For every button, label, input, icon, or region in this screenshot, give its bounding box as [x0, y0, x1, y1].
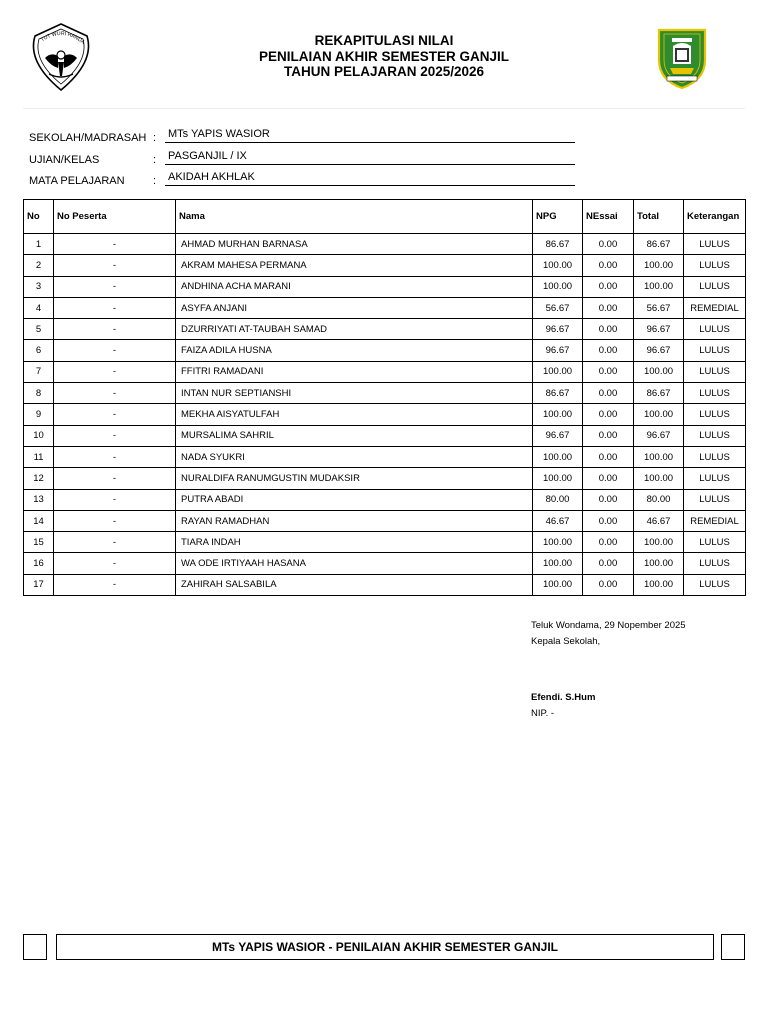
- cell-no: 10: [24, 425, 54, 446]
- header-divider: [23, 108, 745, 109]
- cell-npg: 100.00: [533, 532, 583, 553]
- table-row: [24, 234, 746, 255]
- cell-npg: 100.00: [533, 276, 583, 297]
- title-line-3: TAHUN PELAJARAN 2025/2026: [283, 64, 485, 79]
- table-header-row: [24, 200, 746, 234]
- table-row: [24, 276, 746, 297]
- signature-block: [531, 618, 731, 721]
- cell-no-peserta: -: [54, 510, 176, 531]
- cell-total: 100.00: [634, 276, 684, 297]
- cell-total: 46.67: [634, 510, 684, 531]
- cell-keterangan: LULUS: [684, 446, 746, 467]
- cell-npg: 86.67: [533, 383, 583, 404]
- cell-nessai: 0.00: [583, 404, 634, 425]
- table-row: [24, 468, 746, 489]
- cell-nessai: 0.00: [583, 383, 634, 404]
- colon: :: [153, 132, 157, 144]
- tut-wuri-handayani-logo: [25, 22, 97, 92]
- cell-keterangan: LULUS: [684, 468, 746, 489]
- cell-nama: FFITRI RAMADANI: [176, 361, 533, 382]
- exam-info: [29, 126, 589, 191]
- table-row: [24, 553, 746, 574]
- school-label: SEKOLAH/MADRASAH: [29, 132, 147, 144]
- cell-no: 17: [24, 574, 54, 595]
- table-row: [24, 340, 746, 361]
- cell-npg: 86.67: [533, 234, 583, 255]
- table-row: [24, 510, 746, 531]
- grade-table: [23, 199, 746, 596]
- cell-total: 56.67: [634, 297, 684, 318]
- table-row: [24, 255, 746, 276]
- table-row: [24, 361, 746, 382]
- table-row: [24, 446, 746, 467]
- cell-no-peserta: -: [54, 404, 176, 425]
- signer-name: Efendi. S.Hum: [531, 692, 596, 703]
- cell-total: 100.00: [634, 468, 684, 489]
- cell-total: 80.00: [634, 489, 684, 510]
- cell-total: 100.00: [634, 532, 684, 553]
- exam-label: UJIAN/KELAS: [29, 153, 100, 166]
- cell-no: 16: [24, 553, 54, 574]
- cell-keterangan: LULUS: [684, 319, 746, 340]
- cell-nessai: 0.00: [583, 446, 634, 467]
- cell-nama: NADA SYUKRI: [176, 446, 533, 467]
- cell-no-peserta: -: [54, 234, 176, 255]
- cell-no: 13: [24, 489, 54, 510]
- cell-nama: TIARA INDAH: [176, 532, 533, 553]
- cell-no: 15: [24, 532, 54, 553]
- table-row: [24, 574, 746, 595]
- exam-value: PASGANJIL / IX: [165, 150, 575, 165]
- cell-nama: NURALDIFA RANUMGUSTIN MUDAKSIR: [176, 468, 533, 489]
- cell-npg: 100.00: [533, 446, 583, 467]
- cell-keterangan: LULUS: [684, 553, 746, 574]
- document-header: [0, 0, 768, 110]
- cell-no-peserta: -: [54, 532, 176, 553]
- cell-no-peserta: -: [54, 340, 176, 361]
- colon: :: [153, 153, 157, 166]
- cell-npg: 100.00: [533, 553, 583, 574]
- cell-no: 7: [24, 361, 54, 382]
- table-row: [24, 383, 746, 404]
- cell-total: 96.67: [634, 425, 684, 446]
- cell-keterangan: LULUS: [684, 361, 746, 382]
- cell-total: 100.00: [634, 446, 684, 467]
- cell-npg: 96.67: [533, 425, 583, 446]
- cell-nama: MURSALIMA SAHRIL: [176, 425, 533, 446]
- school-row: [29, 126, 589, 148]
- column-header-npg: NPG: [533, 200, 583, 234]
- cell-nama: ZAHIRAH SALSABILA: [176, 574, 533, 595]
- cell-keterangan: LULUS: [684, 574, 746, 595]
- cell-npg: 80.00: [533, 489, 583, 510]
- cell-nessai: 0.00: [583, 361, 634, 382]
- column-header-no: No: [24, 200, 54, 234]
- cell-no-peserta: -: [54, 361, 176, 382]
- column-header-keterangan: Keterangan: [684, 200, 746, 234]
- cell-nama: PUTRA ABADI: [176, 489, 533, 510]
- cell-no: 2: [24, 255, 54, 276]
- cell-nessai: 0.00: [583, 553, 634, 574]
- cell-no-peserta: -: [54, 276, 176, 297]
- cell-npg: 56.67: [533, 297, 583, 318]
- cell-nama: MEKHA AISYATULFAH: [176, 404, 533, 425]
- cell-npg: 96.67: [533, 319, 583, 340]
- exam-row: [29, 148, 589, 170]
- cell-nessai: 0.00: [583, 255, 634, 276]
- title-line-2: PENILAIAN AKHIR SEMESTER GANJIL: [258, 48, 510, 64]
- cell-nama: ASYFA ANJANI: [176, 297, 533, 318]
- cell-no-peserta: -: [54, 319, 176, 340]
- cell-keterangan: REMEDIAL: [684, 510, 746, 531]
- cell-nama: ANDHINA ACHA MARANI: [176, 276, 533, 297]
- cell-npg: 100.00: [533, 404, 583, 425]
- cell-no-peserta: -: [54, 383, 176, 404]
- footer-left-box: [23, 934, 47, 960]
- subject-row: [29, 169, 589, 191]
- grade-table-body: [24, 234, 746, 596]
- cell-no-peserta: -: [54, 425, 176, 446]
- cell-keterangan: LULUS: [684, 255, 746, 276]
- regional-shield-logo: [655, 24, 709, 90]
- table-row: [24, 297, 746, 318]
- cell-no: 5: [24, 319, 54, 340]
- cell-npg: 100.00: [533, 574, 583, 595]
- cell-nessai: 0.00: [583, 532, 634, 553]
- table-row: [24, 404, 746, 425]
- cell-nama: WA ODE IRTIYAAH HASANA: [176, 553, 533, 574]
- cell-nama: AHMAD MURHAN BARNASA: [176, 234, 533, 255]
- cell-keterangan: LULUS: [684, 489, 746, 510]
- table-row: [24, 319, 746, 340]
- place-date: Teluk Wondama, 29 Nopember 2025: [531, 620, 686, 631]
- cell-npg: 100.00: [533, 255, 583, 276]
- cell-nama: DZURRIYATI AT-TAUBAH SAMAD: [176, 319, 533, 340]
- column-header-nama: Nama: [176, 200, 533, 234]
- cell-nessai: 0.00: [583, 340, 634, 361]
- cell-total: 100.00: [634, 574, 684, 595]
- colon: :: [153, 175, 157, 187]
- table-row: [24, 489, 746, 510]
- cell-keterangan: LULUS: [684, 234, 746, 255]
- subject-value: AKIDAH AKHLAK: [165, 171, 575, 186]
- cell-no: 11: [24, 446, 54, 467]
- signer-nip: NIP. -: [531, 707, 555, 719]
- cell-keterangan: LULUS: [684, 383, 746, 404]
- cell-nessai: 0.00: [583, 234, 634, 255]
- cell-npg: 46.67: [533, 510, 583, 531]
- cell-no-peserta: -: [54, 255, 176, 276]
- column-header-no-peserta: No Peserta: [54, 200, 176, 234]
- cell-nessai: 0.00: [583, 468, 634, 489]
- column-header-total: Total: [634, 200, 684, 234]
- cell-total: 100.00: [634, 553, 684, 574]
- cell-nessai: 0.00: [583, 489, 634, 510]
- cell-no: 3: [24, 276, 54, 297]
- cell-keterangan: LULUS: [684, 425, 746, 446]
- cell-nama: FAIZA ADILA HUSNA: [176, 340, 533, 361]
- cell-total: 96.67: [634, 340, 684, 361]
- title-line-1: REKAPITULASI NILAI: [314, 33, 454, 48]
- logo-motto: TUT WURI HANDA: [39, 30, 86, 46]
- cell-no-peserta: -: [54, 553, 176, 574]
- cell-keterangan: LULUS: [684, 340, 746, 361]
- cell-no-peserta: -: [54, 574, 176, 595]
- cell-keterangan: LULUS: [684, 532, 746, 553]
- cell-nama: INTAN NUR SEPTIANSHI: [176, 383, 533, 404]
- cell-keterangan: LULUS: [684, 276, 746, 297]
- cell-npg: 100.00: [533, 361, 583, 382]
- cell-nessai: 0.00: [583, 319, 634, 340]
- cell-total: 96.67: [634, 319, 684, 340]
- cell-nessai: 0.00: [583, 276, 634, 297]
- footer-title: MTs YAPIS WASIOR - PENILAIAN AKHIR SEMESTER GANJIL: [56, 934, 714, 960]
- cell-no-peserta: -: [54, 446, 176, 467]
- cell-nama: RAYAN RAMADHAN: [176, 510, 533, 531]
- cell-no: 9: [24, 404, 54, 425]
- cell-no-peserta: -: [54, 297, 176, 318]
- cell-nessai: 0.00: [583, 297, 634, 318]
- table-row: [24, 532, 746, 553]
- cell-total: 100.00: [634, 404, 684, 425]
- cell-no: 8: [24, 383, 54, 404]
- table-row: [24, 425, 746, 446]
- school-value: MTs YAPIS WASIOR: [165, 128, 575, 143]
- cell-npg: 96.67: [533, 340, 583, 361]
- cell-no: 4: [24, 297, 54, 318]
- cell-no: 1: [24, 234, 54, 255]
- cell-no-peserta: -: [54, 468, 176, 489]
- cell-no: 12: [24, 468, 54, 489]
- cell-nama: AKRAM MAHESA PERMANA: [176, 255, 533, 276]
- cell-total: 100.00: [634, 361, 684, 382]
- cell-npg: 100.00: [533, 468, 583, 489]
- cell-no: 14: [24, 510, 54, 531]
- cell-nessai: 0.00: [583, 510, 634, 531]
- document-title: [150, 33, 618, 80]
- cell-no: 6: [24, 340, 54, 361]
- footer-right-box: [721, 934, 745, 960]
- cell-total: 86.67: [634, 383, 684, 404]
- subject-label: MATA PELAJARAN: [29, 175, 125, 187]
- signer-position: Kepala Sekolah,: [531, 635, 601, 647]
- cell-nessai: 0.00: [583, 574, 634, 595]
- cell-keterangan: REMEDIAL: [684, 297, 746, 318]
- cell-no-peserta: -: [54, 489, 176, 510]
- cell-total: 86.67: [634, 234, 684, 255]
- cell-keterangan: LULUS: [684, 404, 746, 425]
- cell-nessai: 0.00: [583, 425, 634, 446]
- cell-total: 100.00: [634, 255, 684, 276]
- column-header-nessai: NEssai: [583, 200, 634, 234]
